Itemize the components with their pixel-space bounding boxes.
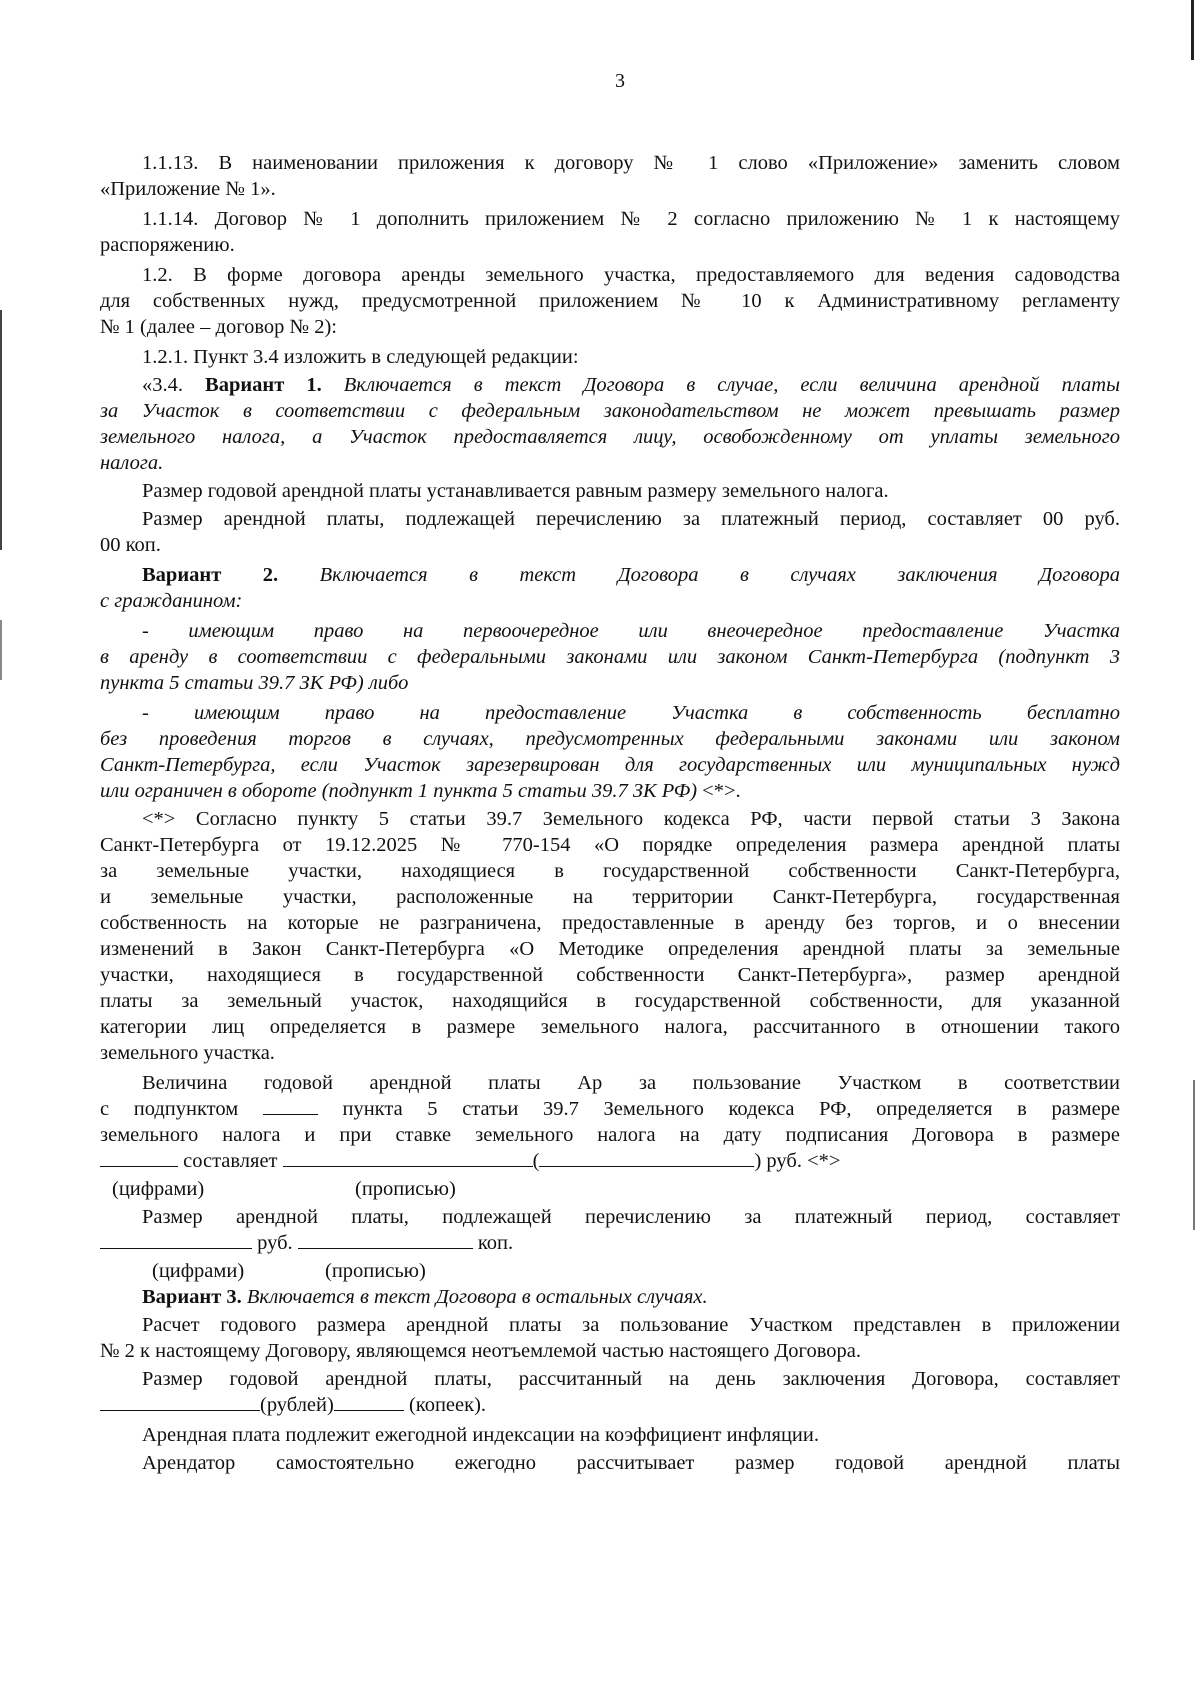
quote-prefix: «3.4.	[142, 374, 183, 396]
scan-edge-mark	[0, 620, 2, 680]
paragraph-8-line-1: Размер арендной платы, подлежащей перечислению за платежный период, составляет	[142, 1206, 1120, 1228]
paragraph-3-line-1: 1.2. В форме договора аренды земельного участка, предоставляемого для ведения садоводства	[142, 264, 1120, 286]
paragraph-7-line-1: Величина годовой арендной платы Ар за пользование Участком в соответствии	[142, 1072, 1120, 1094]
footnote-line-7: участки, находящиеся в государственной собственности Санкт-Петербурга», размер арендной	[100, 964, 1120, 986]
subpoint-blank[interactable]	[263, 1096, 318, 1115]
variant-1-text: Включается в текст Договора в случае, если величина арендной платы	[343, 374, 1120, 396]
variant-3-label: Вариант 3.	[142, 1286, 242, 1308]
rub-label: руб.	[257, 1232, 293, 1254]
footnote-line-1: <*> Согласно пункту 5 статьи 39.7 Земельного кодекса РФ, части первой статьи 3 Закона	[142, 808, 1120, 830]
bullet-2-line-3: Санкт-Петербурга, если Участок зарезервирован для государственных или муниципальных нужд	[100, 754, 1120, 776]
variant-2-text: Включается в текст Договора в случаях заключения Договора	[319, 564, 1120, 586]
paragraph-9-line-2: № 2 к настоящему Договору, являющемся неотъемлемой частью настоящего Договора.	[100, 1340, 861, 1362]
variant-1-line-4: налога.	[100, 452, 164, 474]
paragraph-8-line-2	[100, 1230, 1120, 1256]
paragraph-12: Арендатор самостоятельно ежегодно рассчитывает размер годовой арендной платы	[142, 1452, 1120, 1474]
footnote-line-6: изменений в Закон Санкт-Петербурга «О Методике определения арендной платы за земельные	[100, 938, 1120, 960]
scan-edge-mark	[1191, 0, 1194, 60]
scan-edge-mark	[0, 310, 2, 550]
footnote-line-5: собственность на которые не разграничена, предоставленные в аренду без торгов, и о внесении	[100, 912, 1120, 934]
paragraph-2-line-2: распоряжению.	[100, 234, 235, 256]
footnote-line-3: за земельные участки, находящиеся в государственной собственности Санкт-Петербурга,	[100, 860, 1120, 882]
bullet-1-line-2: в аренду в соответствии с федеральными законами или законом Санкт-Петербурга (подпункт 3	[100, 646, 1120, 668]
payment-rub-blank[interactable]	[100, 1230, 252, 1249]
caption-digits-2: (цифрами)	[152, 1260, 245, 1282]
paragraph-7-line-4	[100, 1148, 1120, 1174]
annual-rub-blank[interactable]	[100, 1392, 260, 1411]
bullet-1-line-1: - имеющим право на первоочередное или внеочередное предоставление Участка	[142, 620, 1120, 642]
paragraph-2-line-1: 1.1.14. Договор № 1 дополнить приложением № 2 согласно приложению № 1 к настоящему	[142, 208, 1120, 230]
bullet-2-line-1: - имеющим право на предоставление Участка в собственность бесплатно	[142, 702, 1120, 724]
annual-kop-blank[interactable]	[334, 1392, 404, 1411]
variant-1-line-1	[142, 372, 1120, 398]
tax-rate-blank[interactable]	[100, 1148, 178, 1167]
paragraph-6-line-1: Размер арендной платы, подлежащей перечислению за платежный период, составляет 00 руб.	[142, 508, 1120, 530]
paragraph-10-line-1: Размер годовой арендной платы, рассчитанный на день заключения Договора, составляет	[142, 1368, 1120, 1390]
paragraph-7-line-3: земельного налога и при ставке земельного налога на дату подписания Договора в размере	[100, 1124, 1120, 1146]
subpoint-label: с подпунктом	[100, 1098, 239, 1120]
page-number: 3	[615, 70, 625, 92]
paragraph-4: 1.2.1. Пункт 3.4 изложить в следующей редакции:	[142, 346, 579, 368]
paragraph-1-line-1: 1.1.13. В наименовании приложения к договору № 1 слово «Приложение» заменить словом	[142, 152, 1120, 174]
bullet-2-line-4	[100, 778, 1120, 804]
bullet-2-line-2: без проведения торгов в случаях, предусмотренных федеральными законами или законом	[100, 728, 1120, 750]
variant-2-label: Вариант 2.	[142, 564, 279, 586]
paragraph-3-line-2: для собственных нужд, предусмотренной приложением № 10 к Административному регламенту	[100, 290, 1120, 312]
footnote-line-10: земельного участка.	[100, 1042, 275, 1064]
variant-1-line-3: земельного налога, а Участок предоставляется лицу, освобожденному от уплаты земельного	[100, 426, 1120, 448]
variant-1-line-2: за Участок в соответствии с федеральным законодательством не может превышать размер	[100, 400, 1120, 422]
amount-label: составляет	[183, 1150, 278, 1172]
variant-2-line-1	[142, 562, 1120, 588]
paragraph-6-line-2: 00 коп.	[100, 534, 161, 556]
caption-digits-1: (цифрами)	[112, 1178, 205, 1200]
paragraph-5: Размер годовой арендной платы устанавливается равным размеру земельного налога.	[142, 480, 889, 502]
footnote-line-9: категории лиц определяется в размере земельного налога, рассчитанного в отношении такого	[100, 1016, 1120, 1038]
paragraph-7-line-2	[100, 1096, 1120, 1122]
amount-words-blank[interactable]	[539, 1148, 754, 1167]
amount-rub-label: ) руб. <*>	[754, 1150, 841, 1172]
amount-digits-blank[interactable]	[283, 1148, 533, 1167]
scan-edge-mark	[1193, 1080, 1195, 1230]
bullet-1-line-3: пункта 5 статьи 39.7 ЗК РФ) либо	[100, 672, 409, 694]
variant-2-line-2: с гражданином:	[100, 590, 243, 612]
variant-3-line	[142, 1284, 1120, 1310]
paragraph-1-line-2: «Приложение № 1».	[100, 178, 276, 200]
kop-label: коп.	[477, 1232, 514, 1254]
paragraph-3-line-3: № 1 (далее – договор № 2):	[100, 316, 337, 338]
footnote-line-4: и земельные участки, расположенные на территории Санкт-Петербурга, государственная	[100, 886, 1120, 908]
paren-open: (	[532, 1150, 540, 1172]
rub-word: (рублей)	[260, 1394, 334, 1416]
caption-words-1: (прописью)	[355, 1178, 456, 1200]
paragraph-10-line-2	[100, 1392, 1120, 1418]
variant-3-text: Включается в текст Договора в остальных случаях.	[246, 1286, 708, 1308]
caption-words-2: (прописью)	[325, 1260, 426, 1282]
variant-1-label: Вариант 1.	[205, 374, 322, 396]
kop-word: (копеек).	[408, 1394, 487, 1416]
paragraph-9-line-1: Расчет годового размера арендной платы за пользование Участком представлен в приложении	[142, 1314, 1120, 1336]
bullet-2-text: или ограничен в обороте (подпункт 1 пункта 5 статьи 39.7 ЗК РФ)	[100, 780, 698, 802]
paragraph-11: Арендная плата подлежит ежегодной индексации на коэффициент инфляции.	[142, 1424, 820, 1446]
footnote-line-8: платы за земельный участок, находящийся в государственной собственности, для указанной	[100, 990, 1120, 1012]
payment-kop-blank[interactable]	[298, 1230, 473, 1249]
footnote-marker: <*>.	[702, 780, 741, 802]
subpoint-rest: пункта 5 статьи 39.7 Земельного кодекса РФ, определяется в размере	[342, 1098, 1121, 1120]
footnote-line-2: Санкт-Петербурга от 19.12.2025 № 770-154 «О порядке определения размера арендной платы	[100, 834, 1120, 856]
